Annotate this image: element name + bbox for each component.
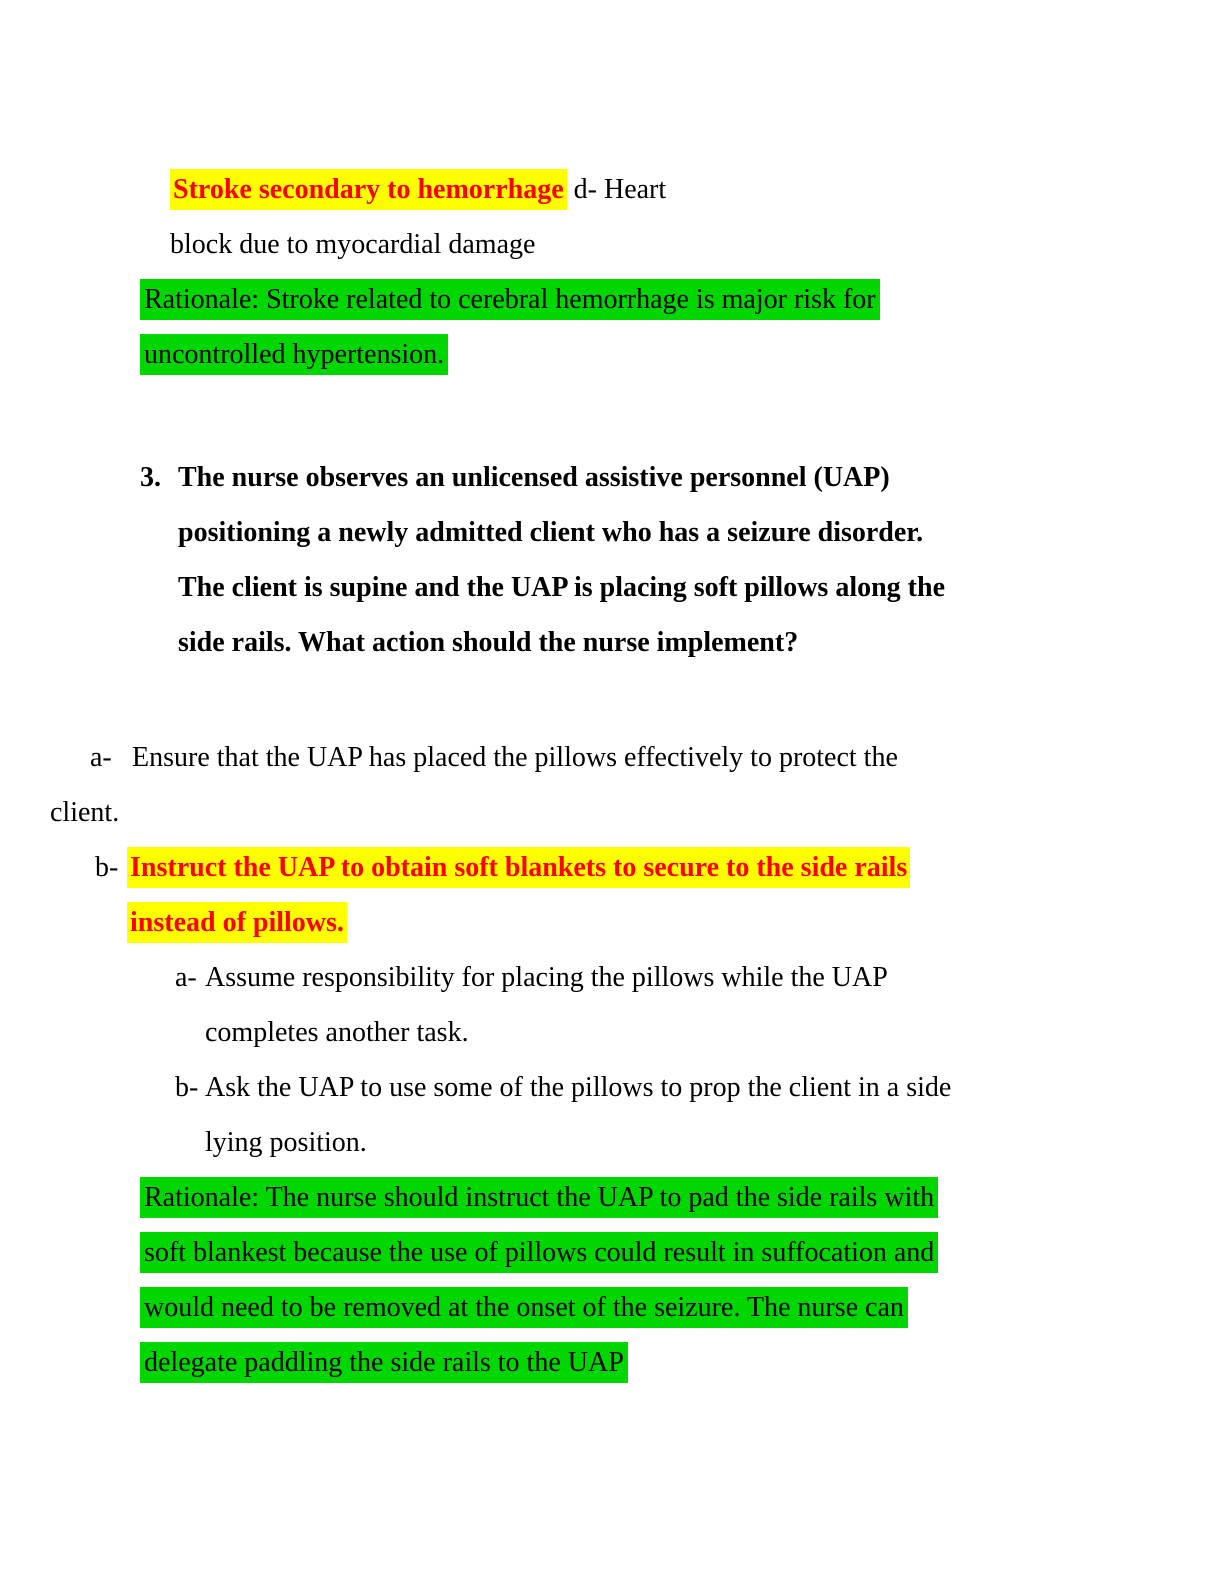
q3-option-a-line-2 [0,785,1224,840]
q3-rationale-text: Rationale: The nurse should instruct the UAP to pad the side rails with [140,1177,938,1218]
q3-option-c-label: a- [175,962,197,993]
q3-option-b-line-2 [0,895,1224,950]
q3-stem-line-1 [0,450,1224,505]
q3-option-d-label: b- [175,1072,199,1103]
q3-option-c-text: completes another task. [205,1017,469,1048]
spacer [0,382,1224,450]
q3-option-d-text: Ask the UAP to use some of the pillows to prop the client in a side [205,1072,952,1103]
q3-stem-line-3 [0,560,1224,615]
q2-rationale-line-2 [0,327,1224,382]
q3-option-c-line-2 [0,1005,1224,1060]
q3-rationale-line-1 [0,1170,1224,1225]
q3-rationale-line-4 [0,1335,1224,1390]
q3-rationale-text: would need to be removed at the onset of the seizure. The nurse can [140,1287,908,1328]
q3-rationale-line-3 [0,1280,1224,1335]
q3-option-a-text: Ensure that the UAP has placed the pillows effectively to protect the [132,742,898,773]
q2-answer-tail: d- Heart [566,174,667,205]
q3-option-d-line-1 [0,1060,1224,1115]
q3-option-d-line-2 [0,1115,1224,1170]
q3-stem-text: The nurse observes an unlicensed assistive personnel (UAP) [178,462,890,493]
q3-number: 3. [140,462,161,493]
q3-option-a-label: a- [90,742,112,773]
q3-option-c-text: Assume responsibility for placing the pillows while the UAP [205,962,888,993]
q3-stem-text: side rails. What action should the nurse implement? [178,627,799,658]
q2-answer-line-2 [0,217,1224,272]
q2-rationale-text: uncontrolled hypertension. [140,334,448,375]
q3-stem-line-2 [0,505,1224,560]
q3-option-c-line-1 [0,950,1224,1005]
q3-option-b-label: b- [95,852,119,883]
q2-rationale-text: Rationale: Stroke related to cerebral hemorrhage is major risk for [140,279,880,320]
q3-rationale-text: soft blankest because the use of pillows could result in suffocation and [140,1232,938,1273]
q3-rationale-line-2 [0,1225,1224,1280]
q3-option-d-text: lying position. [205,1127,367,1158]
q3-stem-text: The client is supine and the UAP is placing soft pillows along the [178,572,946,603]
q3-option-b-highlighted-text: Instruct the UAP to obtain soft blankets to secure to the side rails [127,847,910,888]
q3-stem-text: positioning a newly admitted client who has a seizure disorder. [178,517,924,548]
q3-option-b-highlighted-text: instead of pillows. [127,902,347,943]
spacer [0,670,1224,730]
q2-answer-text: block due to myocardial damage [170,229,536,260]
q3-option-a-line-1 [0,730,1224,785]
q2-answer-line-1 [0,162,1224,217]
q3-rationale-text: delegate paddling the side rails to the UAP [140,1342,628,1383]
q2-rationale-line-1 [0,272,1224,327]
q3-option-b-line-1 [0,840,1224,895]
q3-stem-line-4 [0,615,1224,670]
q2-highlighted-answer: Stroke secondary to hemorrhage [170,169,567,210]
q3-option-a-text: client. [50,797,120,828]
